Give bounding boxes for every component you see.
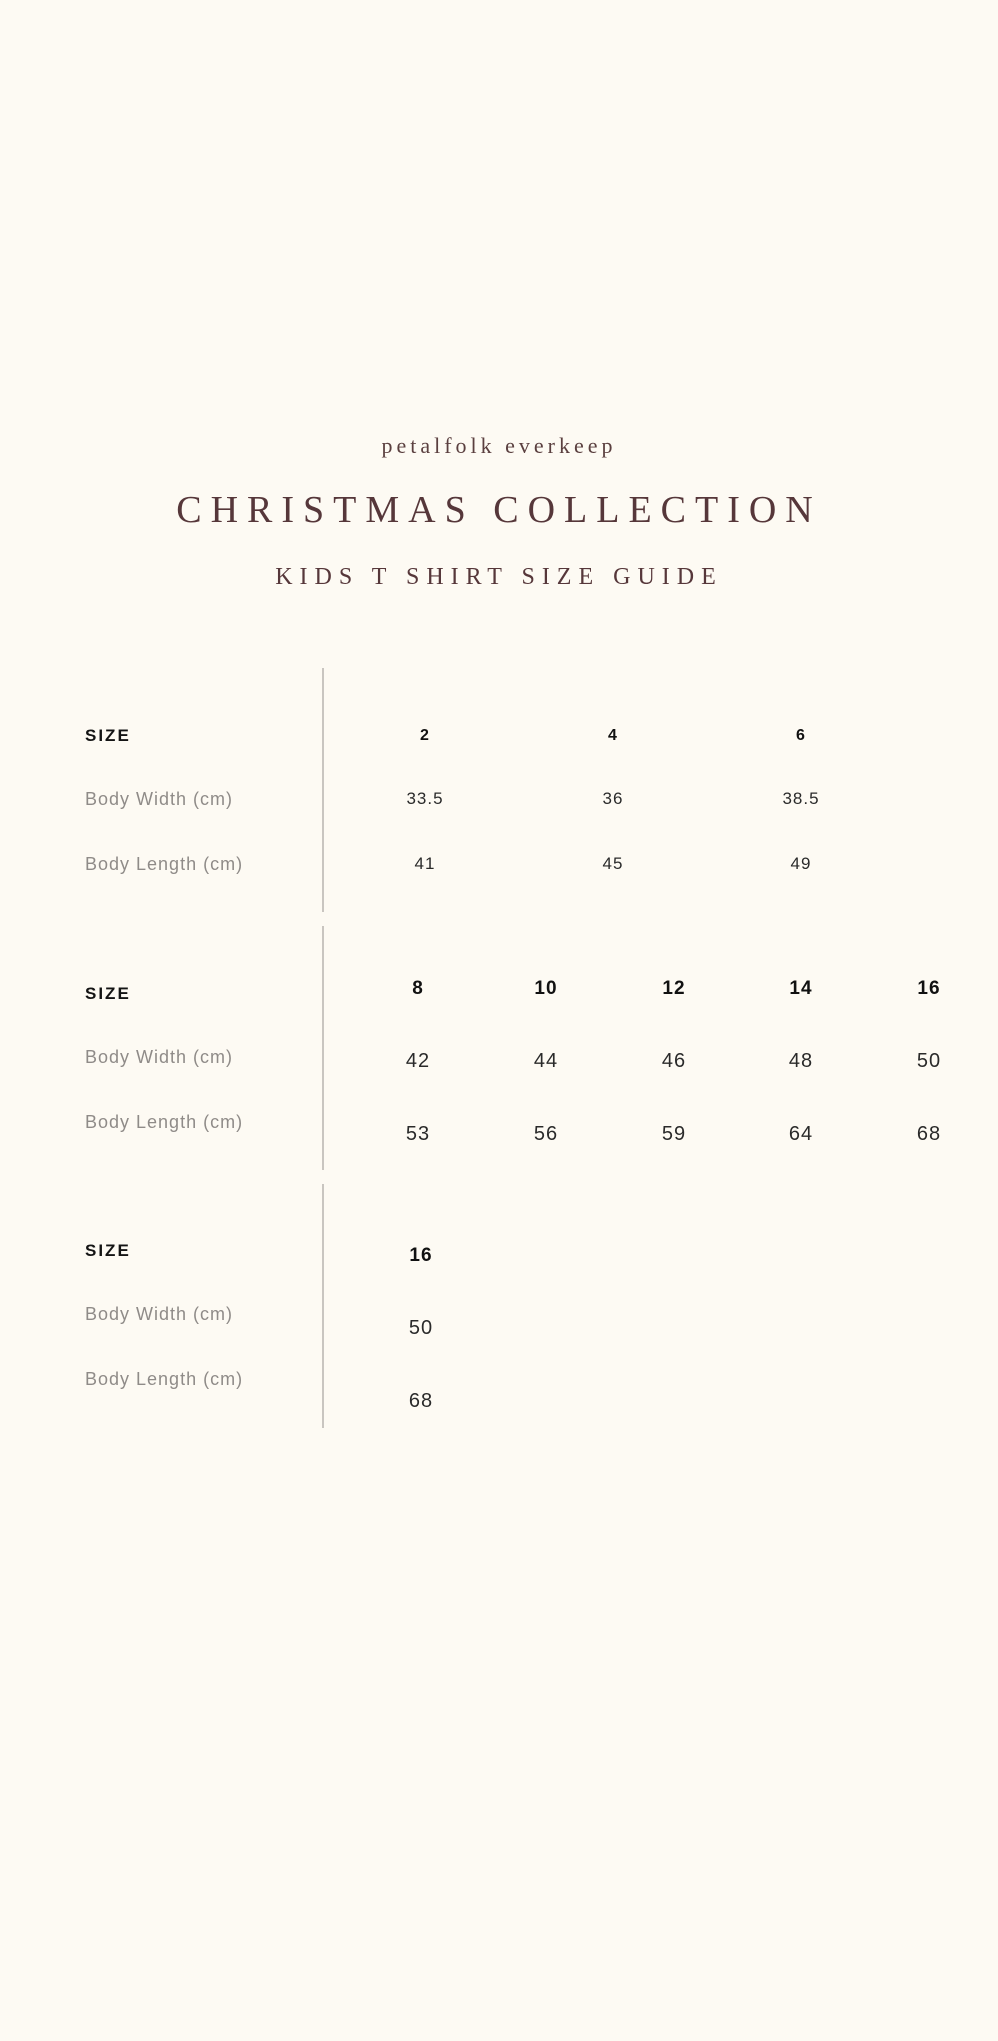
- body-length-cell: 49: [790, 854, 812, 873]
- size-table-2: [0, 926, 998, 1170]
- page-title: CHRISTMAS COLLECTION: [176, 489, 822, 531]
- body-length-cell: 68: [916, 1123, 942, 1145]
- body-width-cell: 36: [602, 789, 624, 808]
- body-length-cell: 41: [414, 854, 436, 873]
- body-length-row-label: Body Length (cm): [85, 1112, 244, 1132]
- table-divider: [322, 668, 324, 912]
- size-row-label: SIZE: [85, 726, 131, 745]
- size-cell: 14: [789, 978, 813, 999]
- size-row-label: SIZE: [85, 984, 131, 1003]
- body-width-cell: 50: [408, 1317, 434, 1339]
- body-length-row-label: Body Length (cm): [85, 1369, 244, 1389]
- size-table-3: [0, 1184, 998, 1428]
- size-cell: 2: [420, 727, 430, 744]
- table-divider: [322, 1184, 324, 1428]
- body-length-cell: 56: [533, 1123, 559, 1145]
- size-cell: 16: [409, 1245, 433, 1266]
- body-width-cell: 48: [788, 1050, 814, 1072]
- body-width-cell: 42: [405, 1050, 431, 1072]
- body-width-cell: 44: [533, 1050, 559, 1072]
- body-width-row-label: Body Width (cm): [85, 1047, 234, 1067]
- body-width-cell: 46: [661, 1050, 687, 1072]
- page-subtitle: KIDS T SHIRT SIZE GUIDE: [275, 564, 723, 590]
- size-cell: 8: [412, 978, 424, 999]
- brand-name: petalfolk everkeep: [381, 433, 617, 458]
- body-length-cell: 64: [788, 1123, 814, 1145]
- body-width-cell: 50: [916, 1050, 942, 1072]
- body-length-cell: 59: [661, 1123, 687, 1145]
- size-row-label: SIZE: [85, 1241, 131, 1260]
- size-cell: 6: [796, 727, 806, 744]
- body-width-row-label: Body Width (cm): [85, 1304, 234, 1324]
- body-length-row-label: Body Length (cm): [85, 854, 244, 874]
- size-cell: 4: [608, 727, 618, 744]
- body-width-cell: 38.5: [782, 789, 820, 808]
- table-divider: [322, 926, 324, 1170]
- body-length-cell: 68: [408, 1390, 434, 1412]
- size-cell: 10: [534, 978, 558, 999]
- size-table-1: [0, 668, 998, 912]
- body-length-cell: 53: [405, 1123, 431, 1145]
- size-cell: 16: [917, 978, 941, 999]
- body-width-row-label: Body Width (cm): [85, 789, 234, 809]
- body-length-cell: 45: [602, 854, 624, 873]
- body-width-cell: 33.5: [406, 789, 444, 808]
- size-cell: 12: [662, 978, 686, 999]
